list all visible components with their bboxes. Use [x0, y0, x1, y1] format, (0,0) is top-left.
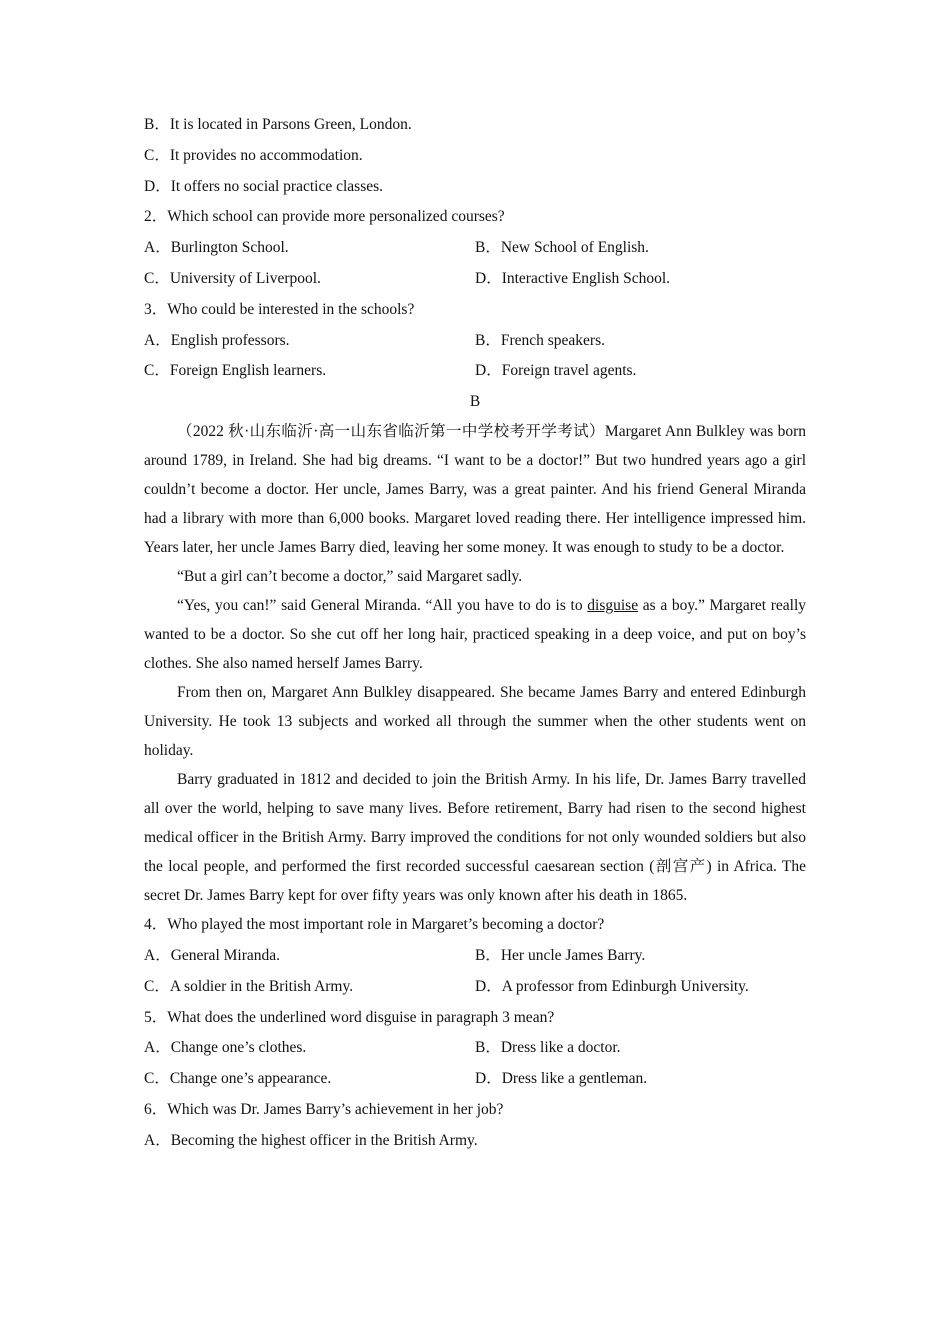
q4-options-row-2: [144, 972, 806, 1003]
q2-options-row-2: [144, 264, 806, 295]
q2-option-a: A．Burlington School.: [144, 239, 289, 257]
q4-stem: 4．Who played the most important role in Margaret’s becoming a doctor?: [144, 916, 605, 934]
passage-paragraph-5: Barry graduated in 1812 and decided to join the British Army. In his life, Dr. James Barry travelled all over the world, helping to save many lives. Before retirement, Barry had risen to the second highest medical officer in the British Army. Barry improved the conditions for not only wounded soldiers but also the local people, and performed the first recorded successful caesarean section (剖宫产) in Africa. The secret Dr. James Barry kept for over fifty years was only known after his death in 1865.: [144, 771, 806, 905]
q1-option-c: C．It provides no accommodation.: [144, 146, 363, 164]
q6-stem: 6．Which was Dr. James Barry’s achievement in her job?: [144, 1100, 504, 1118]
q3-stem: 3．Who could be interested in the schools?: [144, 300, 415, 318]
q2-option-b: B．New School of English.: [475, 239, 649, 257]
q4-option-c: C．A soldier in the British Army.: [144, 977, 354, 995]
q4-options-row-1: [144, 941, 806, 972]
q3-option-a: A．English professors.: [144, 331, 290, 349]
section-b-label: B: [469, 393, 481, 411]
q3-options-row-2: [144, 356, 806, 387]
q5-stem: 5．What does the underlined word disguise in paragraph 3 mean?: [144, 1008, 555, 1026]
q3-option-c: C．Foreign English learners.: [144, 362, 327, 380]
passage-paragraph-1: （2022 秋·山东临沂·高一山东省临沂第一中学校考开学考试）Margaret Ann Bulkley was born around 1789, in Ireland. She had big dreams. “I want to be a doctor!” But two hundred years ago a girl couldn’t become a doctor. Her uncle, James Barry, was a great painter. And his friend General Miranda had a library with more than 6,000 books. Margaret loved reading there. Her intelligence impressed him. Years later, her uncle James Barry died, leaving her some money. It was enough to study to be a doctor.: [144, 423, 806, 557]
q6-option-a: A．Becoming the highest officer in the British Army.: [144, 1131, 478, 1149]
q4-option-a: A．General Miranda.: [144, 946, 281, 964]
q3-option-d: D．Foreign travel agents.: [475, 362, 637, 380]
q5-option-d: D．Dress like a gentleman.: [475, 1070, 648, 1088]
passage-paragraph-2: “But a girl can’t become a doctor,” said Margaret sadly.: [177, 568, 523, 586]
q1-option-d: D．It offers no social practice classes.: [144, 177, 384, 195]
q5-options-row-1: [144, 1033, 806, 1064]
q3-option-b: B．French speakers.: [475, 331, 605, 349]
q3-options-row-1: [144, 326, 806, 357]
q2-option-c: C．University of Liverpool.: [144, 269, 321, 287]
q1-option-b: B．It is located in Parsons Green, London.: [144, 116, 412, 133]
q5-option-b: B．Dress like a doctor.: [475, 1039, 621, 1057]
q5-option-a: A．Change one’s clothes.: [144, 1039, 307, 1057]
paragraph-3-text-before: “Yes, you can!” said General Miranda. “All you have to do is to: [177, 597, 588, 615]
q2-options-row-1: [144, 233, 806, 264]
underlined-word-disguise: disguise: [587, 597, 639, 615]
passage-paragraph-4: From then on, Margaret Ann Bulkley disappeared. She became James Barry and entered Edinburgh University. He took 13 subjects and worked all through the summer when the other students went on holiday.: [144, 684, 806, 760]
passage-paragraph-3: [144, 591, 806, 678]
q2-option-d: D．Interactive English School.: [475, 269, 670, 287]
q5-options-row-2: [144, 1064, 806, 1095]
q4-option-b: B．Her uncle James Barry.: [475, 946, 646, 964]
document-page: [144, 110, 806, 1157]
q5-option-c: C．Change one’s appearance.: [144, 1070, 332, 1088]
q2-stem: 2．Which school can provide more personalized courses?: [144, 208, 505, 226]
q4-option-d: D．A professor from Edinburgh University.: [475, 977, 749, 995]
paragraph-3-text-after: as a boy.” Margaret really wanted to be a doctor. So she cut off her long hair, practiced speaking in a deep voice, and put on boy’s clothes. She also named herself James Barry.: [144, 597, 806, 673]
